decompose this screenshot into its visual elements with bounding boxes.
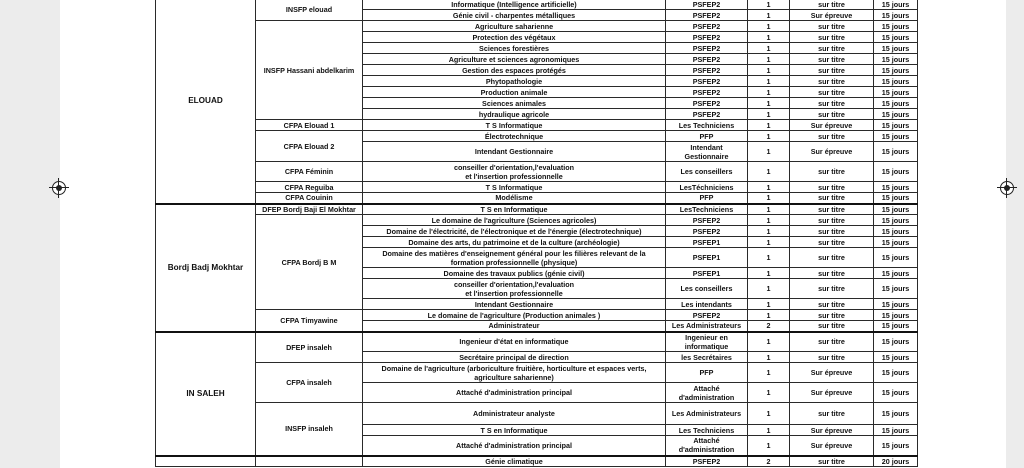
speciality-cell: Ingenieur d'état en informatique <box>363 332 666 352</box>
grade-cell: les Secrétaires <box>666 352 748 363</box>
posts-cell: 1 <box>748 425 790 436</box>
recruitment-mode-cell: sur titre <box>790 182 874 193</box>
speciality-cell: T S Informatique <box>363 182 666 193</box>
grade-cell: PFP <box>666 363 748 383</box>
posts-cell: 1 <box>748 98 790 109</box>
establishment-cell: DFEP insaleh <box>256 332 363 363</box>
grade-cell: PSFEP2 <box>666 310 748 321</box>
recruitment-mode-cell: sur titre <box>790 456 874 467</box>
table-row <box>156 120 918 131</box>
speciality-cell: Domaine des travaux publics (génie civil) <box>363 268 666 279</box>
posts-cell: 1 <box>748 215 790 226</box>
grade-cell: Attaché d'administration <box>666 383 748 403</box>
recruitment-mode-cell: sur titre <box>790 204 874 215</box>
recruitment-mode-cell: sur titre <box>790 65 874 76</box>
recruitment-mode-cell: sur titre <box>790 32 874 43</box>
establishment-cell: INSFP insaleh <box>256 403 363 456</box>
grade-cell: PSFEP2 <box>666 43 748 54</box>
grade-cell: PSFEP1 <box>666 248 748 268</box>
recruitment-mode-cell: sur titre <box>790 131 874 142</box>
speciality-cell: Domaine des matières d'enseignement général pour les filières relevant de la formation professionnelle (physique) <box>363 248 666 268</box>
posts-cell: 1 <box>748 279 790 299</box>
grade-cell: Les intendants <box>666 299 748 310</box>
speciality-cell: Le domaine de l'agriculture (Production animales ) <box>363 310 666 321</box>
grade-cell: Attaché d'administration <box>666 436 748 456</box>
speciality-cell: T S en Informatique <box>363 204 666 215</box>
speciality-cell: Production animale <box>363 87 666 98</box>
duration-cell: 15 jours <box>874 268 918 279</box>
grade-cell: PSFEP1 <box>666 237 748 248</box>
grade-cell: PSFEP2 <box>666 10 748 21</box>
establishment-cell: CFPA Féminin <box>256 162 363 182</box>
grade-cell: Les Administrateurs <box>666 403 748 425</box>
grade-cell: PSFEP2 <box>666 87 748 98</box>
table-row <box>156 193 918 204</box>
recruitment-mode-cell: Sur épreuve <box>790 10 874 21</box>
table-row <box>156 310 918 321</box>
table-row <box>156 0 918 10</box>
table-row <box>156 182 918 193</box>
grade-cell: PSFEP2 <box>666 32 748 43</box>
grade-cell: PSFEP2 <box>666 0 748 10</box>
establishment-cell: CFPA Bordj B M <box>256 215 363 310</box>
recruitment-mode-cell: Sur épreuve <box>790 425 874 436</box>
recruitment-mode-cell: sur titre <box>790 403 874 425</box>
speciality-cell: Électrotechnique <box>363 131 666 142</box>
recruitment-mode-cell: sur titre <box>790 109 874 120</box>
duration-cell: 15 jours <box>874 237 918 248</box>
posts-cell: 1 <box>748 248 790 268</box>
recruitment-mode-cell: sur titre <box>790 87 874 98</box>
duration-cell: 15 jours <box>874 363 918 383</box>
posts-cell: 1 <box>748 363 790 383</box>
posts-cell: 1 <box>748 54 790 65</box>
duration-cell: 15 jours <box>874 65 918 76</box>
duration-cell: 15 jours <box>874 120 918 131</box>
speciality-cell: Attaché d'administration principal <box>363 436 666 456</box>
grade-cell: PSFEP2 <box>666 76 748 87</box>
posts-cell: 1 <box>748 310 790 321</box>
grade-cell: PFP <box>666 131 748 142</box>
duration-cell: 15 jours <box>874 43 918 54</box>
recruitment-mode-cell: sur titre <box>790 237 874 248</box>
region-cell <box>156 456 256 467</box>
table-row <box>156 162 918 182</box>
recruitment-mode-cell: sur titre <box>790 0 874 10</box>
posts-cell: 1 <box>748 76 790 87</box>
speciality-cell: Attaché d'administration principal <box>363 383 666 403</box>
grade-cell: Intendant Gestionnaire <box>666 142 748 162</box>
grade-cell: PSFEP2 <box>666 21 748 32</box>
grade-cell: LesTechniciens <box>666 204 748 215</box>
speciality-cell: conseiller d'orientation,l'evaluation et l'insertion professionnelle <box>363 279 666 299</box>
grade-cell: PSFEP2 <box>666 215 748 226</box>
duration-cell: 15 jours <box>874 98 918 109</box>
grade-cell: PSFEP2 <box>666 65 748 76</box>
duration-cell: 15 jours <box>874 436 918 456</box>
recruitment-mode-cell: sur titre <box>790 76 874 87</box>
posts-cell: 1 <box>748 65 790 76</box>
duration-cell: 15 jours <box>874 87 918 98</box>
speciality-cell: hydraulique agricole <box>363 109 666 120</box>
duration-cell: 15 jours <box>874 425 918 436</box>
speciality-cell: Informatique (Intelligence artificielle) <box>363 0 666 10</box>
recruitment-mode-cell: Sur épreuve <box>790 363 874 383</box>
establishment-cell: CFPA Elouad 1 <box>256 120 363 131</box>
duration-cell: 15 jours <box>874 215 918 226</box>
speciality-cell: Gestion des espaces protégés <box>363 65 666 76</box>
duration-cell: 15 jours <box>874 76 918 87</box>
establishment-cell: INSFP elouad <box>256 0 363 21</box>
duration-cell: 15 jours <box>874 32 918 43</box>
duration-cell: 15 jours <box>874 10 918 21</box>
speciality-cell: Intendant Gestionnaire <box>363 299 666 310</box>
grade-cell: Ingenieur en informatique <box>666 332 748 352</box>
posts-cell: 1 <box>748 182 790 193</box>
posts-cell: 1 <box>748 268 790 279</box>
table-row <box>156 456 918 467</box>
establishment-cell: INSFP Hassani abdelkarim <box>256 21 363 120</box>
table-row <box>156 403 918 425</box>
duration-cell: 15 jours <box>874 383 918 403</box>
recruitment-mode-cell: sur titre <box>790 162 874 182</box>
posts-cell: 1 <box>748 120 790 131</box>
recruitment-mode-cell: Sur épreuve <box>790 383 874 403</box>
duration-cell: 15 jours <box>874 248 918 268</box>
speciality-cell: Agriculture saharienne <box>363 21 666 32</box>
recruitment-mode-cell: Sur épreuve <box>790 120 874 131</box>
establishment-cell: CFPA insaleh <box>256 363 363 403</box>
positions-table <box>155 0 918 467</box>
table-row <box>156 131 918 142</box>
grade-cell: PSFEP2 <box>666 456 748 467</box>
registration-mark-icon <box>1000 181 1014 195</box>
grade-cell: Les conseillers <box>666 279 748 299</box>
posts-cell: 1 <box>748 332 790 352</box>
speciality-cell: T S Informatique <box>363 120 666 131</box>
establishment-cell: CFPA Reguiba <box>256 182 363 193</box>
recruitment-mode-cell: sur titre <box>790 54 874 65</box>
duration-cell: 15 jours <box>874 131 918 142</box>
posts-cell: 1 <box>748 131 790 142</box>
duration-cell: 15 jours <box>874 321 918 332</box>
recruitment-mode-cell: Sur épreuve <box>790 436 874 456</box>
posts-cell: 1 <box>748 162 790 182</box>
grade-cell: Les Techniciens <box>666 120 748 131</box>
region-cell: IN SALEH <box>156 332 256 456</box>
grade-cell: Les conseillers <box>666 162 748 182</box>
recruitment-mode-cell: sur titre <box>790 299 874 310</box>
duration-cell: 15 jours <box>874 162 918 182</box>
speciality-cell: Domaine des arts, du patrimoine et de la culture (archéologie) <box>363 237 666 248</box>
speciality-cell: Domaine de l'agriculture (arboriculture fruitière, horticulture et espaces verts, agriculture saharienne) <box>363 363 666 383</box>
duration-cell: 15 jours <box>874 0 918 10</box>
grade-cell: Les Administrateurs <box>666 321 748 332</box>
posts-cell: 1 <box>748 142 790 162</box>
posts-cell: 1 <box>748 204 790 215</box>
posts-cell: 1 <box>748 32 790 43</box>
posts-cell: 1 <box>748 226 790 237</box>
speciality-cell: Phytopathologie <box>363 76 666 87</box>
duration-cell: 15 jours <box>874 193 918 204</box>
establishment-cell <box>256 456 363 467</box>
recruitment-mode-cell: Sur épreuve <box>790 142 874 162</box>
recruitment-mode-cell: sur titre <box>790 310 874 321</box>
posts-cell: 1 <box>748 383 790 403</box>
speciality-cell: Administrateur <box>363 321 666 332</box>
speciality-cell: Génie climatique <box>363 456 666 467</box>
table-row <box>156 215 918 226</box>
recruitment-mode-cell: sur titre <box>790 226 874 237</box>
posts-cell: 1 <box>748 193 790 204</box>
grade-cell: PSFEP2 <box>666 226 748 237</box>
speciality-cell: Génie civil - charpentes métalliques <box>363 10 666 21</box>
recruitment-mode-cell: sur titre <box>790 193 874 204</box>
posts-cell: 2 <box>748 321 790 332</box>
grade-cell: PSFEP2 <box>666 54 748 65</box>
registration-mark-icon <box>52 181 66 195</box>
posts-cell: 1 <box>748 0 790 10</box>
establishment-cell: CFPA Elouad 2 <box>256 131 363 162</box>
posts-cell: 1 <box>748 10 790 21</box>
speciality-cell: T S en Informatique <box>363 425 666 436</box>
establishment-cell: CFPA Couinin <box>256 193 363 204</box>
table-row <box>156 204 918 215</box>
posts-cell: 1 <box>748 237 790 248</box>
duration-cell: 15 jours <box>874 182 918 193</box>
posts-cell: 1 <box>748 403 790 425</box>
duration-cell: 15 jours <box>874 279 918 299</box>
recruitment-mode-cell: sur titre <box>790 332 874 352</box>
recruitment-mode-cell: sur titre <box>790 352 874 363</box>
recruitment-mode-cell: sur titre <box>790 43 874 54</box>
recruitment-mode-cell: sur titre <box>790 279 874 299</box>
establishment-cell: CFPA Timyawine <box>256 310 363 332</box>
posts-cell: 1 <box>748 21 790 32</box>
duration-cell: 15 jours <box>874 299 918 310</box>
speciality-cell: Protection des végétaux <box>363 32 666 43</box>
posts-cell: 2 <box>748 456 790 467</box>
duration-cell: 15 jours <box>874 54 918 65</box>
table-row <box>156 332 918 352</box>
speciality-cell: Administrateur analyste <box>363 403 666 425</box>
recruitment-mode-cell: sur titre <box>790 268 874 279</box>
duration-cell: 15 jours <box>874 352 918 363</box>
grade-cell: PSFEP2 <box>666 109 748 120</box>
speciality-cell: conseiller d'orientation,l'evaluation et l'insertion professionnelle <box>363 162 666 182</box>
recruitment-mode-cell: sur titre <box>790 215 874 226</box>
duration-cell: 15 jours <box>874 204 918 215</box>
speciality-cell: Le domaine de l'agriculture (Sciences agricoles) <box>363 215 666 226</box>
duration-cell: 15 jours <box>874 109 918 120</box>
speciality-cell: Agriculture et sciences agronomiques <box>363 54 666 65</box>
recruitment-mode-cell: sur titre <box>790 98 874 109</box>
grade-cell: Les Techniciens <box>666 425 748 436</box>
duration-cell: 15 jours <box>874 226 918 237</box>
posts-cell: 1 <box>748 87 790 98</box>
grade-cell: PFP <box>666 193 748 204</box>
recruitment-mode-cell: sur titre <box>790 248 874 268</box>
region-cell: ELOUAD <box>156 0 256 204</box>
posts-cell: 1 <box>748 43 790 54</box>
grade-cell: LesTéchniciens <box>666 182 748 193</box>
duration-cell: 15 jours <box>874 142 918 162</box>
posts-cell: 1 <box>748 109 790 120</box>
posts-cell: 1 <box>748 299 790 310</box>
recruitment-mode-cell: sur titre <box>790 21 874 32</box>
establishment-cell: DFEP Bordj Baji El Mokhtar <box>256 204 363 215</box>
speciality-cell: Sciences animales <box>363 98 666 109</box>
table-row <box>156 21 918 32</box>
speciality-cell: Domaine de l'électricité, de l'électronique et de l'énergie (électrotechnique) <box>363 226 666 237</box>
duration-cell: 20 jours <box>874 456 918 467</box>
table-row <box>156 363 918 383</box>
speciality-cell: Sciences forestières <box>363 43 666 54</box>
posts-cell: 1 <box>748 352 790 363</box>
duration-cell: 15 jours <box>874 332 918 352</box>
speciality-cell: Intendant Gestionnaire <box>363 142 666 162</box>
grade-cell: PSFEP1 <box>666 268 748 279</box>
document-page <box>60 0 1006 468</box>
duration-cell: 15 jours <box>874 403 918 425</box>
posts-cell: 1 <box>748 436 790 456</box>
region-cell: Bordj Badj Mokhtar <box>156 204 256 332</box>
recruitment-mode-cell: sur titre <box>790 321 874 332</box>
duration-cell: 15 jours <box>874 21 918 32</box>
duration-cell: 15 jours <box>874 310 918 321</box>
grade-cell: PSFEP2 <box>666 98 748 109</box>
speciality-cell: Modélisme <box>363 193 666 204</box>
speciality-cell: Secrétaire principal de direction <box>363 352 666 363</box>
